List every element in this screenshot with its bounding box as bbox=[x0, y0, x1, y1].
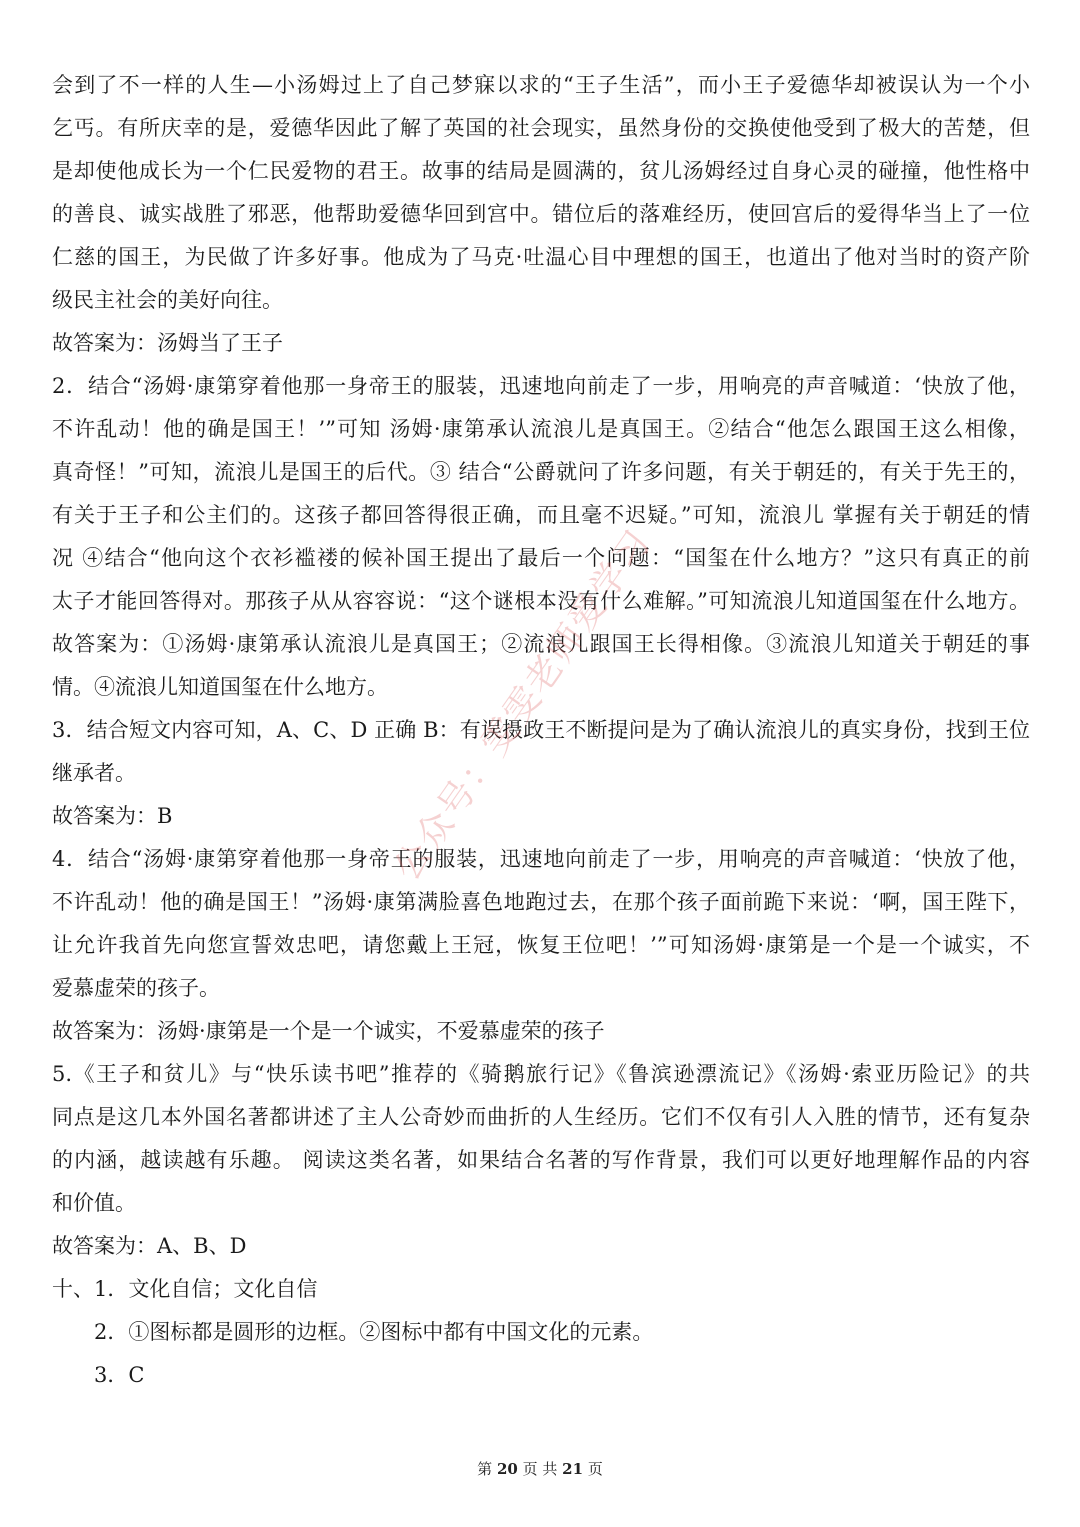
text-line: 2．结合“汤姆·康第穿着他那一身帝王的服装，迅速地向前走了一步，用响亮的声音喊道：‘快放了他， bbox=[52, 374, 1030, 398]
text-line: 不许乱动！他的确是国王！”汤姆·康第满脸喜色地跑过去，在那个孩子面前跪下来说：‘啊，国王陛下， bbox=[52, 890, 1030, 914]
text-line: 是却使他成长为一个仁民爱物的君王。故事的结局是圆满的，贫儿汤姆经过自身心灵的碰撞，他性格中 bbox=[52, 159, 1030, 183]
text-line: 况 ④结合“他向这个衣衫褴褛的候补国王提出了最后一个问题：“国玺在什么地方？”这只有真正的前 bbox=[52, 546, 1030, 570]
text-line: 4．结合“汤姆·康第穿着他那一身帝王的服装，迅速地向前走了一步，用响亮的声音喊道：‘快放了他， bbox=[52, 847, 1030, 871]
text-line: 仁慈的国王，为民做了许多好事。他成为了马克·吐温心目中理想的国王，也道出了他对当时的资产阶 bbox=[52, 245, 1030, 269]
text-line: 2．①图标都是圆形的边框。②图标中都有中国文化的元素。 bbox=[94, 1320, 654, 1344]
text-line: 级民主社会的美好向往。 bbox=[52, 288, 283, 312]
watermark: 公众号：雯雯老师爱学习 bbox=[386, 522, 660, 889]
answer-text-body bbox=[52, 64, 1030, 1397]
page-footer bbox=[0, 1458, 1080, 1479]
text-line: 让允许我首先向您宣誓效忠吧，请您戴上王冠，恢复王位吧！’”可知汤姆·康第是一个是一个诚实，不 bbox=[52, 933, 1030, 957]
text-line: 继承者。 bbox=[52, 761, 136, 785]
text-line: 的善良、诚实战胜了邪恶，他帮助爱德华回到宫中。错位后的落难经历，使回宫后的爱得华当上了一位 bbox=[52, 202, 1030, 226]
text-line: 有关于王子和公主们的。这孩子都回答得很正确，而且毫不迟疑。”可知，流浪儿 掌握有关于朝廷的情 bbox=[52, 503, 1030, 527]
text-line: 情。④流浪儿知道国玺在什么地方。 bbox=[52, 675, 388, 699]
answer-line: 故答案为：①汤姆·康第承认流浪儿是真国王；②流浪儿跟国王长得相像。③流浪儿知道关于朝廷的事 bbox=[52, 632, 1030, 656]
answer-line: 故答案为：A、B、D bbox=[52, 1234, 247, 1258]
text-line: 3．C bbox=[94, 1363, 145, 1387]
text-line: 乞丐。有所庆幸的是，爱德华因此了解了英国的社会现实，虽然身份的交换使他受到了极大的苦楚，但 bbox=[52, 116, 1030, 140]
text-line: 爱慕虚荣的孩子。 bbox=[52, 976, 220, 1000]
text-line: 会到了不一样的人生—小汤姆过上了自己梦寐以求的“王子生活”，而小王子爱德华却被误认为一个小 bbox=[52, 73, 1030, 97]
text-line: 不许乱动！他的确是国王！’”可知 汤姆·康第承认流浪儿是真国王。②结合“他怎么跟国王这么相像， bbox=[52, 417, 1030, 441]
section-heading: 十、1．文化自信；文化自信 bbox=[52, 1277, 318, 1301]
answer-line: 故答案为：汤姆·康第是一个是一个诚实，不爱慕虚荣的孩子 bbox=[52, 1019, 605, 1043]
answer-line: 故答案为：汤姆当了王子 bbox=[52, 331, 283, 355]
text-line: 真奇怪！”可知，流浪儿是国王的后代。③ 结合“公爵就问了许多问题，有关于朝廷的，有关于先王的， bbox=[52, 460, 1030, 484]
footer-middle: 页 共 bbox=[522, 1460, 558, 1478]
text-line: 的内涵，越读越有乐趣。 阅读这类名著，如果结合名著的写作背景，我们可以更好地理解作品的内容 bbox=[52, 1148, 1030, 1172]
text-line: 和价值。 bbox=[52, 1191, 136, 1215]
text-line: 太子才能回答得对。那孩子从从容容说：“这个谜根本没有什么难解。”可知流浪儿知道国玺在什么地方。 bbox=[52, 589, 1030, 613]
text-line: 5.《王子和贫儿》与“快乐读书吧”推荐的《骑鹅旅行记》《鲁滨逊漂流记》《汤姆·索亚历险记》的共 bbox=[52, 1062, 1030, 1086]
answer-line: 故答案为：B bbox=[52, 804, 173, 828]
text-line: 3．结合短文内容可知，A、C、D 正确 B：有误摄政王不断提问是为了确认流浪儿的真实身份，找到王位 bbox=[52, 718, 1030, 742]
total-page-number: 21 bbox=[562, 1460, 584, 1478]
current-page-number: 20 bbox=[496, 1460, 518, 1478]
footer-prefix: 第 bbox=[477, 1460, 493, 1478]
text-line: 同点是这几本外国名著都讲述了主人公奇妙而曲折的人生经历。它们不仅有引人入胜的情节，还有复杂 bbox=[52, 1105, 1030, 1129]
footer-suffix: 页 bbox=[587, 1460, 603, 1478]
